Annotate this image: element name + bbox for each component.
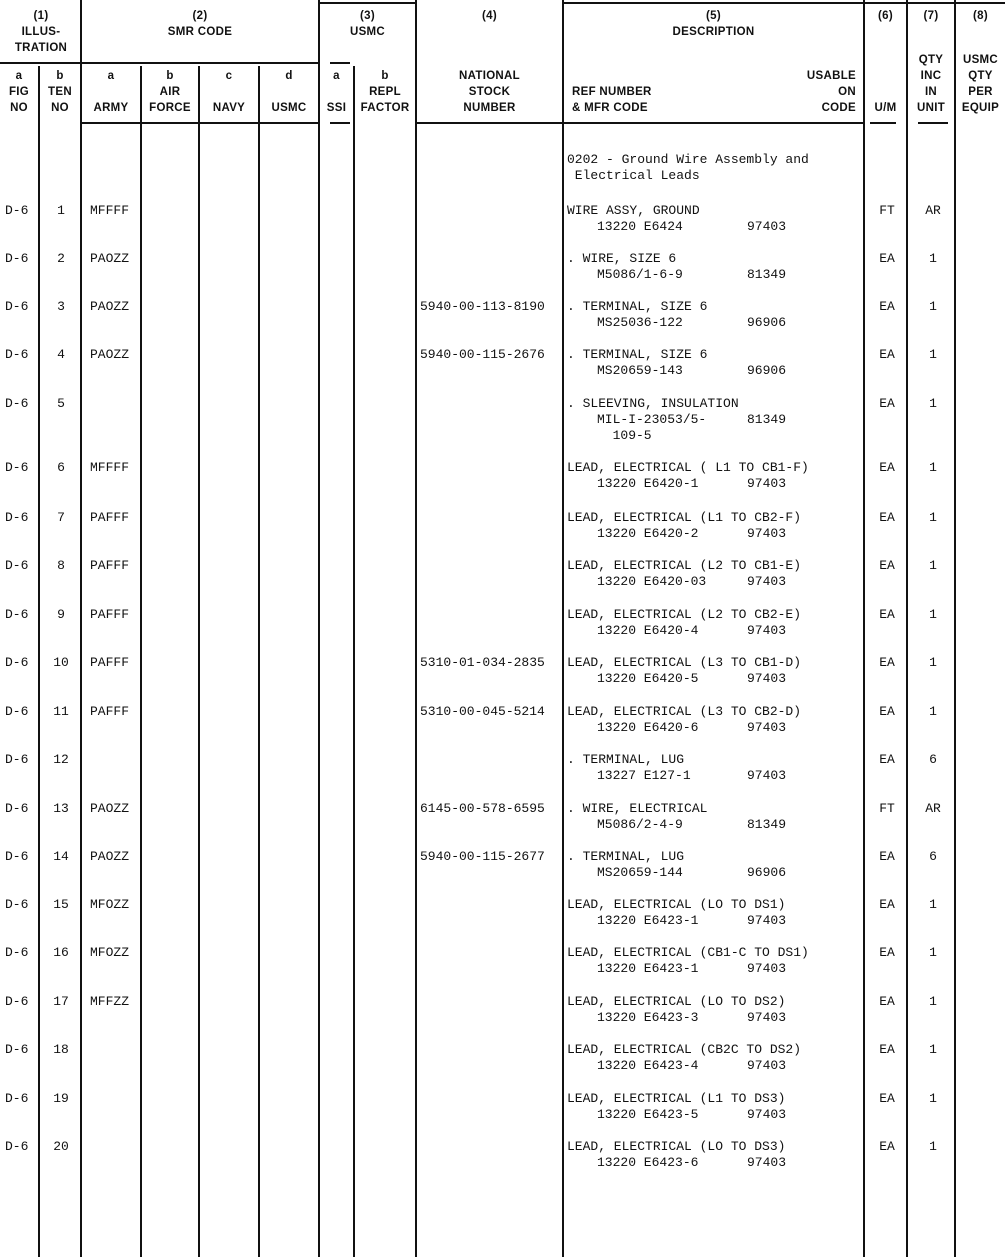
qty-in-unit: 1 (929, 994, 937, 1009)
header-national-stock-number: NATIONAL STOCK NUMBER (459, 70, 520, 114)
part-description: LEAD, ELECTRICAL (CB2C TO DS2) (567, 1042, 802, 1057)
part-description: . TERMINAL, LUG (567, 752, 685, 767)
part-description: . WIRE, SIZE 6 (567, 251, 677, 266)
part-description: LEAD, ELECTRICAL (LO TO DS2) (567, 994, 786, 1009)
unit-of-measure: EA (879, 347, 895, 362)
fig-no: D-6 (5, 203, 29, 218)
part-description: LEAD, ELECTRICAL (LO TO DS3) (567, 1139, 786, 1154)
unit-of-measure: EA (879, 655, 895, 670)
rule-after-nsn (562, 0, 564, 1257)
rule-after-item (80, 0, 82, 1257)
item-no: 1 (57, 203, 65, 218)
unit-of-measure: EA (879, 396, 895, 411)
unit-of-measure: EA (879, 945, 895, 960)
qty-in-unit: 1 (929, 558, 937, 573)
smr-code-army: MFOZZ (90, 897, 130, 912)
ref-number: 13227 E127-1 (597, 768, 691, 783)
smr-code-army: MFFFF (90, 460, 130, 475)
rule-after-usmc-smr (318, 0, 320, 1257)
header-item-no: b TEN NO (48, 70, 72, 114)
header-bottom-rule (80, 122, 318, 124)
mfr-code: 97403 (747, 671, 787, 686)
national-stock-number: 5940-00-115-2676 (420, 347, 545, 362)
qty-in-unit: 1 (929, 607, 937, 622)
fig-no: D-6 (5, 1091, 29, 1106)
smr-code-army: PAOZZ (90, 801, 130, 816)
fig-no: D-6 (5, 704, 29, 719)
ref-number: 13220 E6420-6 (597, 720, 699, 735)
mfr-code: 81349 (747, 267, 787, 282)
header-usmc: (3) USMC (349, 10, 386, 38)
qty-in-unit: 1 (929, 945, 937, 960)
unit-of-measure: EA (879, 752, 895, 767)
mfr-code: 96906 (747, 315, 787, 330)
item-no: 7 (57, 510, 65, 525)
header-description: (5) DESCRIPTION (672, 10, 755, 38)
fig-no: D-6 (5, 396, 29, 411)
ref-number: MIL-I-23053/5- 109-5 (597, 412, 707, 443)
header-smr-code: (2) SMR CODE (167, 10, 233, 38)
ref-number: M5086/1-6-9 (597, 267, 683, 282)
part-description: LEAD, ELECTRICAL (L3 TO CB1-D) (567, 655, 802, 670)
mfr-code: 97403 (747, 961, 787, 976)
unit-of-measure: EA (879, 849, 895, 864)
rule-after-desc (863, 0, 865, 1257)
unit-of-measure: EA (879, 897, 895, 912)
smr-code-army: PAOZZ (90, 299, 130, 314)
item-no: 8 (57, 558, 65, 573)
part-description: . WIRE, ELECTRICAL (567, 801, 708, 816)
qty-in-unit: 1 (929, 704, 937, 719)
header-bottom-um (870, 122, 896, 124)
rule-after-ssi (353, 66, 355, 1257)
header-bottom-ssi (330, 122, 350, 124)
header-ref-number: REF NUMBER & MFR CODE (572, 86, 652, 114)
header-unit-of-measure: U/M (874, 102, 897, 114)
part-description: . TERMINAL, SIZE 6 (567, 347, 708, 362)
fig-no: D-6 (5, 945, 29, 960)
rule-after-navy (258, 66, 260, 1257)
unit-of-measure: EA (879, 1042, 895, 1057)
header-divider-usmc (330, 62, 350, 64)
unit-of-measure: EA (879, 299, 895, 314)
smr-code-army: PAOZZ (90, 849, 130, 864)
fig-no: D-6 (5, 460, 29, 475)
header-col4-number: (4) (482, 10, 497, 22)
ref-number: 13220 E6423-3 (597, 1010, 699, 1025)
smr-code-army: PAFFF (90, 704, 130, 719)
qty-in-unit: 1 (929, 299, 937, 314)
part-description: LEAD, ELECTRICAL (L3 TO CB2-D) (567, 704, 802, 719)
item-no: 5 (57, 396, 65, 411)
item-no: 3 (57, 299, 65, 314)
rule-after-airforce (198, 66, 200, 1257)
ref-number: 13220 E6423-4 (597, 1058, 699, 1073)
part-description: LEAD, ELECTRICAL (L1 TO CB2-F) (567, 510, 802, 525)
part-description: . SLEEVING, INSULATION (567, 396, 739, 411)
item-no: 14 (53, 849, 69, 864)
mfr-code: 97403 (747, 1107, 787, 1122)
top-rule-usmc (318, 2, 415, 4)
part-description: LEAD, ELECTRICAL (L2 TO CB2-E) (567, 607, 802, 622)
unit-of-measure: EA (879, 510, 895, 525)
qty-in-unit: 1 (929, 347, 937, 362)
item-no: 11 (53, 704, 69, 719)
ref-number: 13220 E6420-1 (597, 476, 699, 491)
smr-code-army: MFFFF (90, 203, 130, 218)
top-rule-right (562, 2, 1005, 4)
header-bottom-qty (918, 122, 948, 124)
rule-after-repl (415, 0, 417, 1257)
unit-of-measure: EA (879, 607, 895, 622)
ref-number: 13220 E6423-6 (597, 1155, 699, 1170)
header-fig-no: a FIG NO (8, 70, 30, 114)
ref-number: 13220 E6420-2 (597, 526, 699, 541)
fig-no: D-6 (5, 299, 29, 314)
header-usmc-smr: d USMC (271, 70, 307, 114)
part-description: WIRE ASSY, GROUND (567, 203, 700, 218)
smr-code-army: PAFFF (90, 510, 130, 525)
unit-of-measure: EA (879, 251, 895, 266)
qty-in-unit: 1 (929, 510, 937, 525)
ref-number: 13220 E6424 (597, 219, 683, 234)
qty-in-unit: 1 (929, 1139, 937, 1154)
national-stock-number: 5940-00-113-8190 (420, 299, 545, 314)
qty-in-unit: 1 (929, 1042, 937, 1057)
qty-in-unit: 1 (929, 396, 937, 411)
unit-of-measure: FT (879, 203, 895, 218)
header-qty-in-unit: QTY INC IN UNIT (916, 54, 946, 114)
item-no: 4 (57, 347, 65, 362)
mfr-code: 97403 (747, 574, 787, 589)
part-description: . TERMINAL, SIZE 6 (567, 299, 708, 314)
ref-number: MS20659-143 (597, 363, 683, 378)
fig-no: D-6 (5, 251, 29, 266)
mfr-code: 97403 (747, 1058, 787, 1073)
mfr-code: 96906 (747, 363, 787, 378)
unit-of-measure: EA (879, 704, 895, 719)
fig-no: D-6 (5, 1139, 29, 1154)
item-no: 9 (57, 607, 65, 622)
header-air-force: b AIR FORCE (149, 70, 191, 114)
fig-no: D-6 (5, 801, 29, 816)
mfr-code: 97403 (747, 623, 787, 638)
item-no: 2 (57, 251, 65, 266)
mfr-code: 96906 (747, 865, 787, 880)
item-no: 19 (53, 1091, 69, 1106)
item-no: 13 (53, 801, 69, 816)
header-army: a ARMY (93, 70, 129, 114)
qty-in-unit: 1 (929, 655, 937, 670)
item-no: 20 (53, 1139, 69, 1154)
part-description: LEAD, ELECTRICAL (CB1-C TO DS1) (567, 945, 809, 960)
qty-in-unit: 1 (929, 251, 937, 266)
qty-in-unit: 6 (929, 752, 937, 767)
smr-code-army: MFFZZ (90, 994, 130, 1009)
part-description: LEAD, ELECTRICAL (L2 TO CB1-E) (567, 558, 802, 573)
smr-code-army: PAOZZ (90, 347, 130, 362)
header-illustration: (1) ILLUS- TRATION (14, 10, 68, 54)
unit-of-measure: FT (879, 801, 895, 816)
fig-no: D-6 (5, 849, 29, 864)
header-col8-number: (8) (973, 10, 988, 22)
header-divider-left (0, 62, 318, 64)
mfr-code: 97403 (747, 720, 787, 735)
fig-no: D-6 (5, 752, 29, 767)
smr-code-army: PAFFF (90, 655, 130, 670)
ref-number: MS25036-122 (597, 315, 683, 330)
ref-number: 13220 E6423-1 (597, 913, 699, 928)
header-col6-number: (6) (878, 10, 893, 22)
smr-code-army: PAFFF (90, 558, 130, 573)
rule-after-qty (954, 0, 956, 1257)
fig-no: D-6 (5, 1042, 29, 1057)
national-stock-number: 5310-01-034-2835 (420, 655, 545, 670)
mfr-code: 81349 (747, 817, 787, 832)
ref-number: MS20659-144 (597, 865, 683, 880)
item-no: 18 (53, 1042, 69, 1057)
national-stock-number: 5940-00-115-2677 (420, 849, 545, 864)
national-stock-number: 6145-00-578-6595 (420, 801, 545, 816)
qty-in-unit: 1 (929, 460, 937, 475)
qty-in-unit: 1 (929, 1091, 937, 1106)
header-usable-on-code: USABLE ON CODE (806, 70, 856, 114)
ref-number: M5086/2-4-9 (597, 817, 683, 832)
fig-no: D-6 (5, 655, 29, 670)
smr-code-army: PAOZZ (90, 251, 130, 266)
fig-no: D-6 (5, 510, 29, 525)
item-no: 6 (57, 460, 65, 475)
part-description: . TERMINAL, LUG (567, 849, 685, 864)
unit-of-measure: EA (879, 460, 895, 475)
mfr-code: 97403 (747, 1155, 787, 1170)
mfr-code: 97403 (747, 526, 787, 541)
ref-number: 13220 E6423-5 (597, 1107, 699, 1122)
qty-in-unit: AR (925, 203, 941, 218)
part-description: LEAD, ELECTRICAL (L1 TO DS3) (567, 1091, 786, 1106)
ref-number: 13220 E6420-03 (597, 574, 707, 589)
rule-after-um (906, 0, 908, 1257)
header-navy: c NAVY (212, 70, 246, 114)
fig-no: D-6 (5, 897, 29, 912)
header-usmc-qty-per-equip: USMC QTY PER EQUIP (961, 54, 1000, 114)
part-description: LEAD, ELECTRICAL ( L1 TO CB1-F) (567, 460, 809, 475)
fig-no: D-6 (5, 558, 29, 573)
item-no: 16 (53, 945, 69, 960)
mfr-code: 97403 (747, 768, 787, 783)
qty-in-unit: 1 (929, 897, 937, 912)
header-ssi: a SSI (326, 70, 347, 114)
item-no: 10 (53, 655, 69, 670)
qty-in-unit: 6 (929, 849, 937, 864)
part-description: LEAD, ELECTRICAL (LO TO DS1) (567, 897, 786, 912)
header-col7-number: (7) (923, 10, 939, 22)
national-stock-number: 5310-00-045-5214 (420, 704, 545, 719)
mfr-code: 97403 (747, 913, 787, 928)
smr-code-army: MFOZZ (90, 945, 130, 960)
mfr-code: 81349 (747, 412, 787, 427)
ref-number: 13220 E6420-4 (597, 623, 699, 638)
unit-of-measure: EA (879, 994, 895, 1009)
header-bottom-nsn (415, 122, 863, 124)
item-no: 15 (53, 897, 69, 912)
ref-number: 13220 E6423-1 (597, 961, 699, 976)
mfr-code: 97403 (747, 476, 787, 491)
unit-of-measure: EA (879, 558, 895, 573)
unit-of-measure: EA (879, 1139, 895, 1154)
item-no: 12 (53, 752, 69, 767)
item-no: 17 (53, 994, 69, 1009)
fig-no: D-6 (5, 607, 29, 622)
fig-no: D-6 (5, 347, 29, 362)
ref-number: 13220 E6420-5 (597, 671, 699, 686)
smr-code-army: PAFFF (90, 607, 130, 622)
mfr-code: 97403 (747, 1010, 787, 1025)
mfr-code: 97403 (747, 219, 787, 234)
qty-in-unit: AR (925, 801, 941, 816)
group-heading: 0202 - Ground Wire Assembly and Electrical Leads (567, 152, 809, 183)
fig-no: D-6 (5, 994, 29, 1009)
header-repl-factor: b REPL FACTOR (360, 70, 410, 114)
unit-of-measure: EA (879, 1091, 895, 1106)
